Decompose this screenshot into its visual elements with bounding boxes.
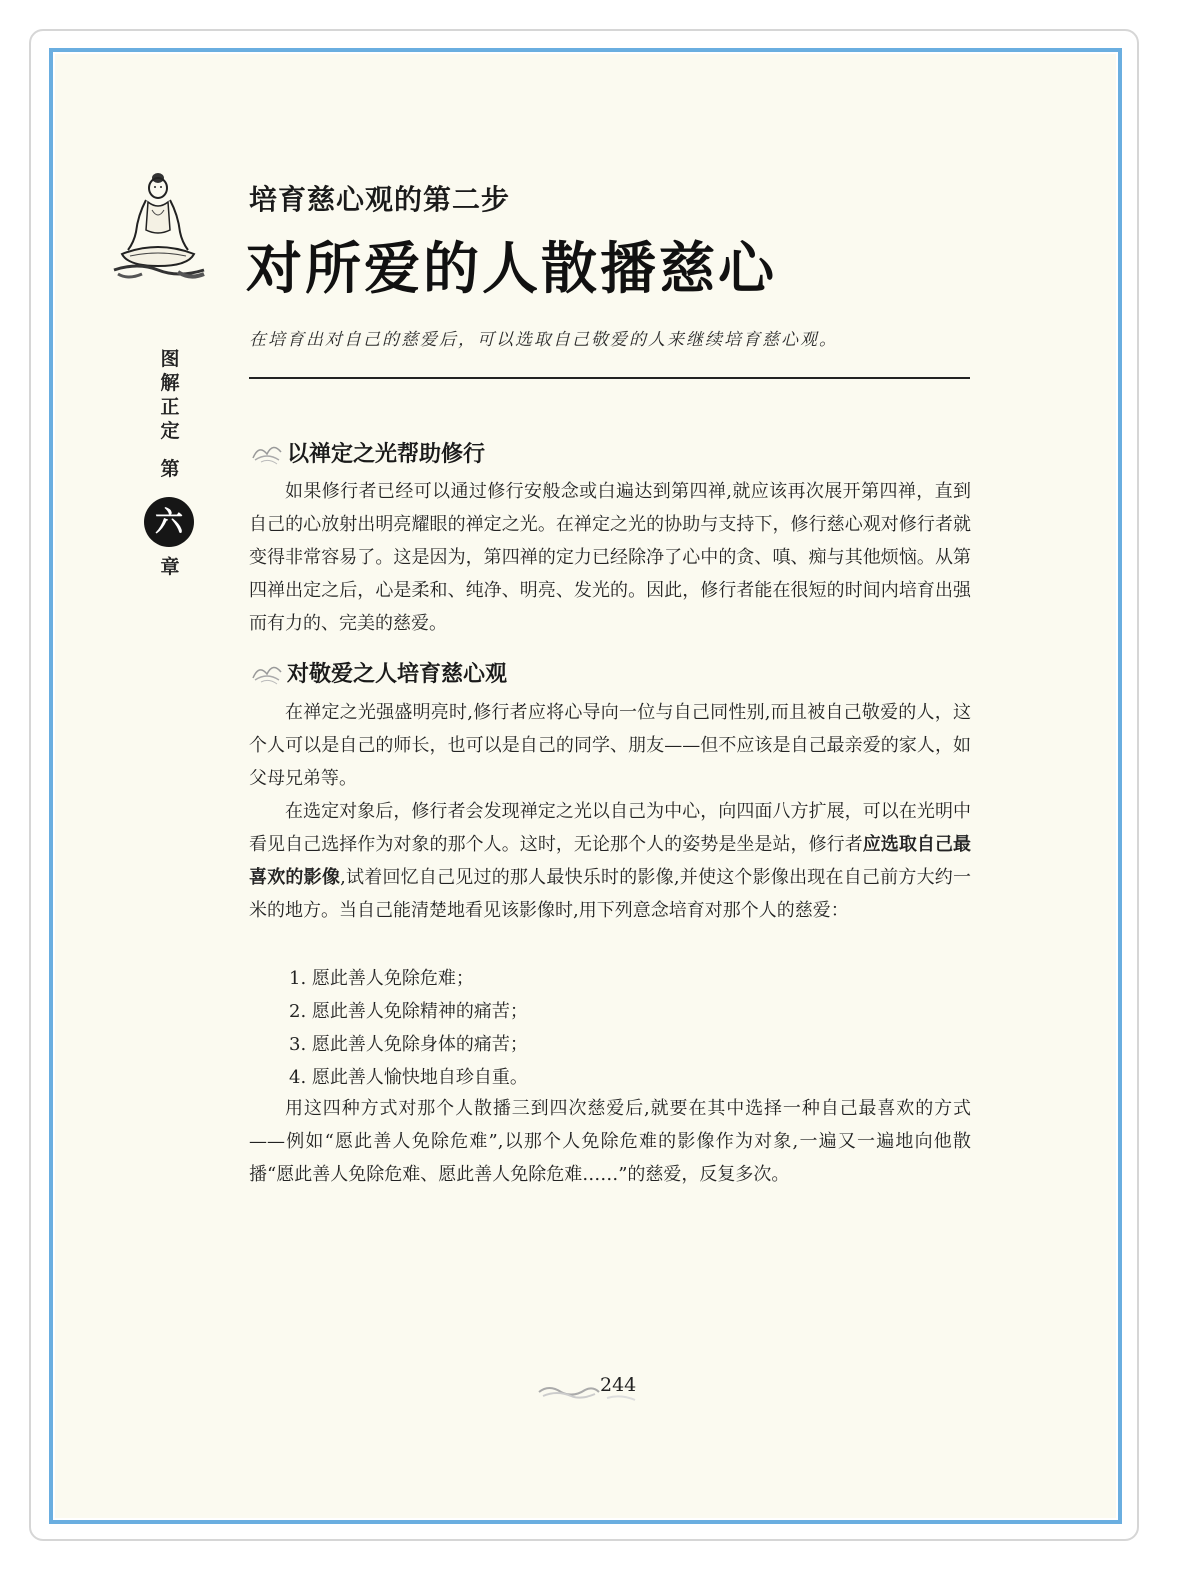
section-paragraph: 用这四种方式对那个人散播三到四次慈爱后,就要在其中选择一种自己最喜欢的方式——例如“愿此善人免除危难”,以那个人免除危难的影像作为对象,一遍又一遍地向他散播“愿此善人免除危难、愿此善人免除危难……”的慈爱，反复多次。 <box>249 1098 971 1185</box>
series-char: 解 <box>160 372 180 394</box>
list-item: 3. 愿此善人免除身体的痛苦； <box>289 1034 528 1055</box>
section-paragraph: 在选定对象后，修行者会发现禅定之光以自己为中心，向四面八方扩展，可以在光明中看见自己选择作为对象的那个人。这时，无论那个人的姿势是坐是站，修行者应选取自己最喜欢的影像,试着回忆自己见过的那人最快乐时的影像,并使这个影像出现在自己前方大约一米的地方。当自己能清楚地看见该影像时,用下列意念培育对那个人的慈爱： <box>249 801 972 921</box>
section-paragraph: 如果修行者已经可以通过修行安般念或白遍达到第四禅,就应该再次展开第四禅，直到自己的心放射出明亮耀眼的禅定之光。在禅定之光的协助与支持下，修行慈心观对修行者就变得非常容易了。这是因为，第四禅的定力已经除净了心中的贪、嗔、痴与其他烦恼。从第四禅出定之后，心是柔和、纯净、明亮、发光的。因此，修行者能在很短的时间内培育出强而有力的、完美的慈爱。 <box>249 481 971 634</box>
list-item: 1. 愿此善人免除危难； <box>289 968 474 989</box>
series-char: 定 <box>160 420 180 442</box>
series-label <box>156 347 184 481</box>
section-paragraph: 在禅定之光强盛明亮时,修行者应将心导向一位与自己同性别,而且被自己敬爱的人，这个人可以是自己的师长，也可以是自己的同学、朋友——但不应该是自己最亲爱的家人，如父母兄弟等。 <box>249 702 971 789</box>
list-item: 4. 愿此善人愉快地自珍自重。 <box>289 1067 528 1088</box>
intro-text: 在培育出对自己的慈爱后，可以选取自己敬爱的人来继续培育慈心观。 <box>249 330 838 350</box>
series-char: 正 <box>160 396 180 418</box>
list-item: 2. 愿此善人免除精神的痛苦； <box>289 1001 528 1022</box>
lotus-icon <box>249 440 285 466</box>
buddha-illustration <box>108 170 208 282</box>
divider-rule <box>249 377 970 379</box>
section-heading <box>249 657 507 688</box>
section-heading-text: 以禅定之光帮助修行 <box>287 441 486 467</box>
chapter-number-badge: 六 <box>144 497 194 547</box>
series-char: 图 <box>160 348 180 370</box>
chapter-prefix: 第 <box>160 458 180 480</box>
chapter-title: 对所爱的人散播慈心 <box>246 236 777 302</box>
lotus-icon <box>249 660 285 686</box>
section-heading <box>249 437 485 468</box>
emphasis-text: 应选取自己最喜欢的影像 <box>249 834 972 888</box>
chapter-subtitle: 培育慈心观的第二步 <box>249 183 511 216</box>
chapter-suffix: 章 <box>160 556 180 578</box>
section-heading-text: 对敬爱之人培育慈心观 <box>287 661 508 687</box>
page-number: 244 <box>600 1374 637 1396</box>
